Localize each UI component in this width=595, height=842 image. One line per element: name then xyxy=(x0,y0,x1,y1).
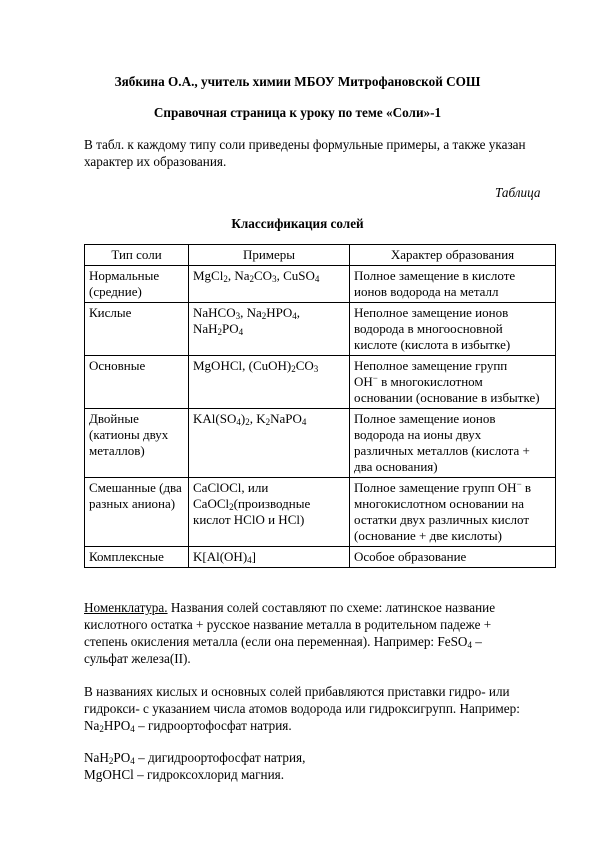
formula-subscript: 2 xyxy=(108,756,114,766)
example-formula-line: кислот HClO и HCl) xyxy=(193,512,305,527)
table-row xyxy=(85,409,556,478)
cell-character xyxy=(350,266,556,303)
intro-line-2: характер их образования. xyxy=(84,154,227,169)
cell-character xyxy=(350,356,556,409)
header-character: Характер образования xyxy=(350,245,556,266)
character-line: основании (основание в избытке) xyxy=(354,390,540,405)
character-line: кислоте (кислота в избытке) xyxy=(354,337,511,352)
cell-character xyxy=(350,409,556,478)
cell-character xyxy=(350,547,556,568)
example-formula-line: $KAl(SO_4)_2$, $K_2NaPO_4$ xyxy=(193,411,307,427)
salt-type-line: Смешанные (два xyxy=(89,480,182,495)
cell-salt-type xyxy=(85,303,189,356)
character-line: многокислотном основании на xyxy=(354,496,525,511)
cell-salt-type xyxy=(85,409,189,478)
table-row xyxy=(85,547,556,568)
cell-character xyxy=(350,303,556,356)
nomenclature-dash: – xyxy=(471,634,482,649)
cell-examples xyxy=(189,266,350,303)
cell-salt-type xyxy=(85,266,189,303)
example-line-2: MgOHCl – гидроксохлорид магния. xyxy=(84,767,284,782)
salt-type-line: металлов) xyxy=(89,443,145,458)
cell-character xyxy=(350,478,556,547)
salt-type-line: Двойные xyxy=(89,411,139,426)
cell-examples xyxy=(189,409,350,478)
character-line: (основание + две кислоты) xyxy=(354,528,502,543)
formula-part: PO xyxy=(113,750,131,765)
formula-subscript: 4 xyxy=(130,756,135,766)
character-line: водорода в многоосновной xyxy=(354,321,503,336)
nomenclature-subscript: 4 xyxy=(467,640,472,650)
table-title: Классификация солей xyxy=(231,216,364,231)
nomenclature-heading: Номенклатура. xyxy=(84,600,168,615)
header-examples: Примеры xyxy=(189,245,350,266)
character-line: водорода на ионы двух xyxy=(354,427,482,442)
table-row xyxy=(85,303,556,356)
example-formula-line: CaOCl$_2$(производные xyxy=(193,496,311,512)
intro-line-1: В табл. к каждому типу соли приведены формульные примеры, а также указан xyxy=(84,137,526,152)
example-text-1: – дигидроортофосфат натрия, xyxy=(134,750,306,765)
example-formula-line: NaHCO$_3$, $Na_2HPO_4$, xyxy=(193,305,301,321)
character-line: остатки двух различных кислот xyxy=(354,512,529,527)
formula-subscript: 2 xyxy=(99,724,104,734)
cell-examples xyxy=(189,547,350,568)
nomenclature-text-3: степень окисления металла (если она переменная). Например: FeSO xyxy=(84,634,468,649)
cell-examples xyxy=(189,478,350,547)
salt-type-line: разных аниона) xyxy=(89,496,176,511)
table-row xyxy=(85,478,556,547)
salt-type-line: Комплексные xyxy=(89,549,164,564)
example-formula-line: MgCl$_2$, $Na_2CO_3$, CuSO$_4$ xyxy=(193,268,320,284)
salt-type-line: (средние) xyxy=(89,284,142,299)
character-line: Неполное замещение ионов xyxy=(354,305,509,320)
salt-type-line: Основные xyxy=(89,358,146,373)
table-row xyxy=(85,356,556,409)
character-line: Полное замещение в кислоте xyxy=(354,268,516,283)
prefixes-text-3: – гидроортофосфат натрия. xyxy=(134,718,292,733)
formula-part: NaH xyxy=(84,750,109,765)
cell-examples xyxy=(189,303,350,356)
nomenclature-line-3 xyxy=(84,634,482,650)
cell-salt-type xyxy=(85,547,189,568)
table-header-row xyxy=(85,245,556,266)
salt-classification-table xyxy=(84,244,556,568)
character-line: Особое образование xyxy=(354,549,467,564)
nomenclature-line-2: кислотного остатка + русское название металла в родительном падеже + xyxy=(84,617,492,632)
character-line: Полное замещение групп OH− в xyxy=(354,479,532,495)
example-formula-line: $NaH_2PO_4$ xyxy=(193,321,244,337)
prefixes-line-2: гидрокси- с указанием числа атомов водорода или гидроксигрупп. Например: xyxy=(84,701,520,716)
formula-part: Na xyxy=(84,718,100,733)
cell-salt-type xyxy=(85,478,189,547)
table-row xyxy=(85,266,556,303)
header-type: Тип соли xyxy=(85,245,189,266)
document-subtitle: Справочная страница к уроку по теме «Соли»-1 xyxy=(153,105,442,120)
example-formula-line: $K[Al(OH)_4]$ xyxy=(193,549,256,565)
character-line: Полное замещение ионов xyxy=(354,411,496,426)
cell-salt-type xyxy=(85,356,189,409)
salt-type-line: (катионы двух xyxy=(89,427,169,442)
character-line: два основания) xyxy=(354,459,438,474)
author-line: Зябкина О.А., учитель химии МБОУ Митрофановской СОШ xyxy=(114,74,481,89)
example-formula-line: CaClOCl, или xyxy=(193,480,269,495)
formula-part: HPO xyxy=(103,718,131,733)
character-line: ионов водорода на металл xyxy=(354,284,499,299)
character-line: OH− в многокислотном xyxy=(354,373,483,389)
prefixes-line-3 xyxy=(84,718,292,734)
salt-type-line: Кислые xyxy=(89,305,132,320)
cell-examples xyxy=(189,356,350,409)
prefixes-line-1: В названиях кислых и основных солей прибавляются приставки гидро- или xyxy=(84,684,510,699)
nomenclature-line-1 xyxy=(84,600,495,616)
character-line: Неполное замещение групп xyxy=(354,358,508,373)
nomenclature-text-1: Названия солей составляют по схеме: латинское название xyxy=(167,600,496,615)
formula-subscript: 4 xyxy=(130,724,135,734)
salt-type-line: Нормальные xyxy=(89,268,160,283)
character-line: различных металлов (кислота + xyxy=(354,443,530,458)
example-line-1 xyxy=(84,750,305,766)
example-formula-line: MgOHCl, $(CuOH)_2CO_3$ xyxy=(193,358,319,374)
table-label: Таблица xyxy=(495,185,541,200)
nomenclature-line-4: сульфат железа(II). xyxy=(84,651,191,666)
